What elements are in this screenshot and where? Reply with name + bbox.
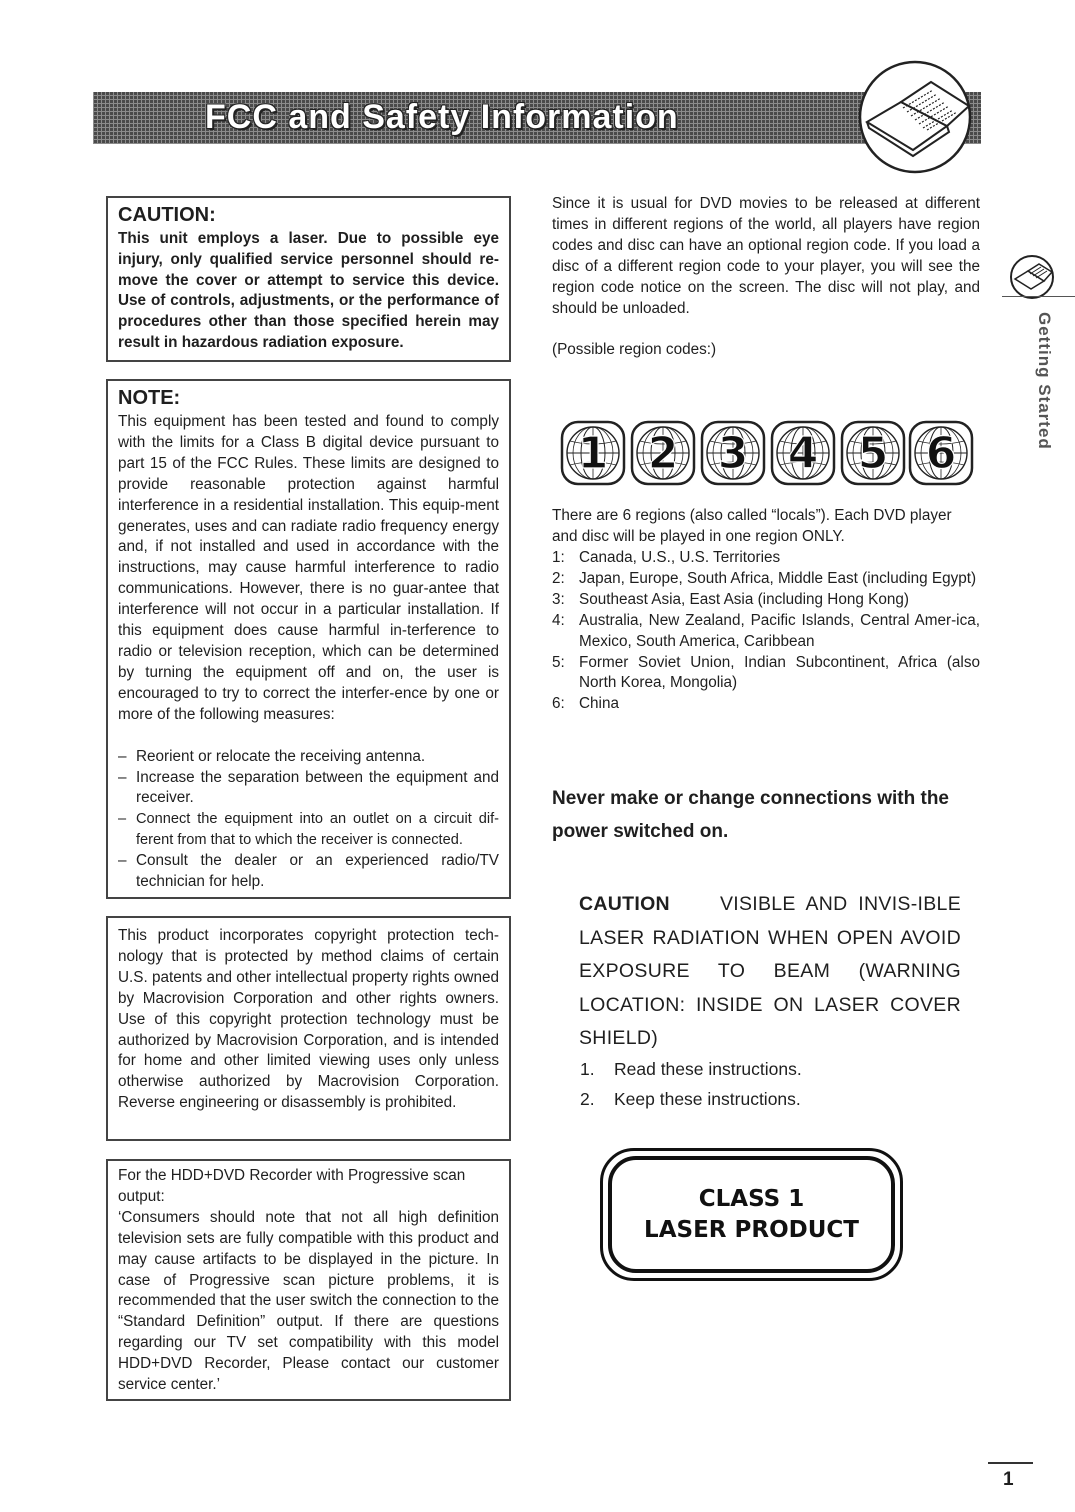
list-item: 1: Canada, U.S., U.S. Territories (552, 549, 781, 566)
svg-text:2: 2 (647, 428, 679, 479)
list-item: 5: Former Soviet Union, Indian Subcontinent, Africa (also North Korea, Mongolia) (552, 653, 980, 692)
laser-caution (579, 888, 961, 1056)
list-item: – Increase the separation between the equipment and receiver. (118, 768, 499, 810)
region-code-icons (560, 420, 974, 486)
note-title: NOTE: (118, 387, 181, 409)
svg-text:1: 1 (577, 428, 609, 479)
class1-laser-label (600, 1148, 903, 1281)
side-tab-divider (1002, 296, 1075, 297)
list-item: – Consult the dealer or an experienced radio/TV technician for help. (118, 851, 499, 893)
region-icon-2 (632, 422, 694, 484)
list-item: – Connect the equipment into an outlet on a circuit dif-ferent from that to which the receiver is connected. (118, 809, 499, 851)
list-item: 2: Japan, Europe, South Africa, Middle East (including Egypt) (552, 569, 977, 587)
instructions-list (580, 1055, 802, 1114)
power-warning: Never make or change connections with the power switched on. (552, 788, 949, 842)
possible-codes: (Possible region codes:) (552, 341, 717, 358)
region-icon-3 (702, 422, 764, 484)
note-text: This equipment has been tested and found to comply with the limits for a Class B digital device pursuant to part 15 of the FCC Rules. These limits are designed to provide reasonable protection against harmful interference in a residential installation. This equip-ment generates, uses and can radiate radio frequency energy and, if not installed and used in accordance with the instructions, may cause harmful interference to radio communications. However, there is no guar-antee that interference will not occur in a particular installation. If this equipment does cause harmful in-terference to radio or television reception, which can be determined by turning the equipment off and on, the user is encouraged to try to correct the interfer-ence by one or more of the following measures: (118, 413, 499, 723)
note-box (106, 379, 511, 899)
laser-caution-text: VISIBLE AND INVIS-IBLE LASER RADIATION WHEN OPEN AVOID EXPOSURE TO BEAM (WARNING LOCATION: INSIDE ON LASER COVER SHIELD) (579, 893, 961, 1049)
list-item: 4: Australia, New Zealand, Pacific Islands, Central Amer-ica, Mexico, South America, Caribbean (552, 611, 980, 650)
page-number: 1 (1003, 1469, 1014, 1490)
laser-caution-label: CAUTION (579, 893, 670, 915)
copyright-box (106, 916, 511, 1141)
list-item: 1. Read these instructions. (580, 1059, 802, 1079)
region-icon-6 (910, 422, 972, 484)
laser-label-line1: CLASS 1 (698, 1185, 805, 1212)
progressive-intro: For the HDD+DVD Recorder with Progressive scan output: (118, 1167, 466, 1205)
regions-list (552, 548, 980, 715)
list-item: 6: China (552, 695, 619, 713)
page-number-rule (988, 1462, 1033, 1464)
caution-title: CAUTION: (118, 204, 216, 226)
side-tab-label: Getting Started (1035, 312, 1054, 450)
svg-text:5: 5 (857, 428, 889, 479)
regions-intro: There are 6 regions (also called “locals”). Each DVD player and disc will be played in one region ONLY. (552, 507, 952, 545)
list-item: 3: Southeast Asia, East Asia (including Hong Kong) (552, 590, 909, 608)
laser-label-line2: LASER PRODUCT (644, 1216, 859, 1243)
progressive-text: ‘Consumers should note that not all high definition television sets are fully compatible with this product and may cause artifacts to be displayed in the picture. In case of Progressive scan picture problems, it is recommended that the user switch the connection to the “Standard Definition” output. If there are questions regarding our TV set compatibility with this model HDD+DVD Recorder, Please contact our customer service center.’ (118, 1208, 499, 1394)
region-intro: Since it is usual for DVD movies to be released at different times in different regions of the world, all players have region codes and disc can have an optional region code. If you load a disc of a different region code to your player, you will see the region code notice on the screen. The disc will not play, and should be unloaded. (552, 195, 980, 317)
region-icon-5 (842, 422, 904, 484)
caution-text: This unit employs a laser. Due to possible eye injury, only qualified service personnel should re-move the cover or attempt to service this device. Use of controls, adjustments, or the performance of procedures other than those specified herein may result in hazardous radiation exposure. (118, 230, 499, 351)
progressive-box (106, 1159, 511, 1401)
region-icon-1 (562, 422, 624, 484)
copyright-text: This product incorporates copyright protection tech-nology that is protected by method claims of certain U.S. patents and other intellectual property rights owned by Macrovision Corporation and other rights owners. Use of this copyright protection technology must be authorized by Macrovision Corporation, and is intended for home and other limited viewing uses only unless otherwise authorized by Macrovision Corporation. Reverse engineering or disassembly is prohibited. (118, 927, 499, 1112)
svg-text:6: 6 (925, 428, 957, 479)
region-icon-4 (772, 422, 834, 484)
page-title: FCC and Safety Information (205, 98, 679, 136)
svg-text:3: 3 (717, 428, 749, 479)
list-item: – Reorient or relocate the receiving antenna. (118, 747, 499, 768)
list-item: 2. Keep these instructions. (580, 1088, 801, 1109)
measures-list (118, 747, 499, 893)
svg-text:4: 4 (787, 428, 819, 479)
caution-box (106, 196, 511, 362)
book-icon (845, 60, 985, 175)
